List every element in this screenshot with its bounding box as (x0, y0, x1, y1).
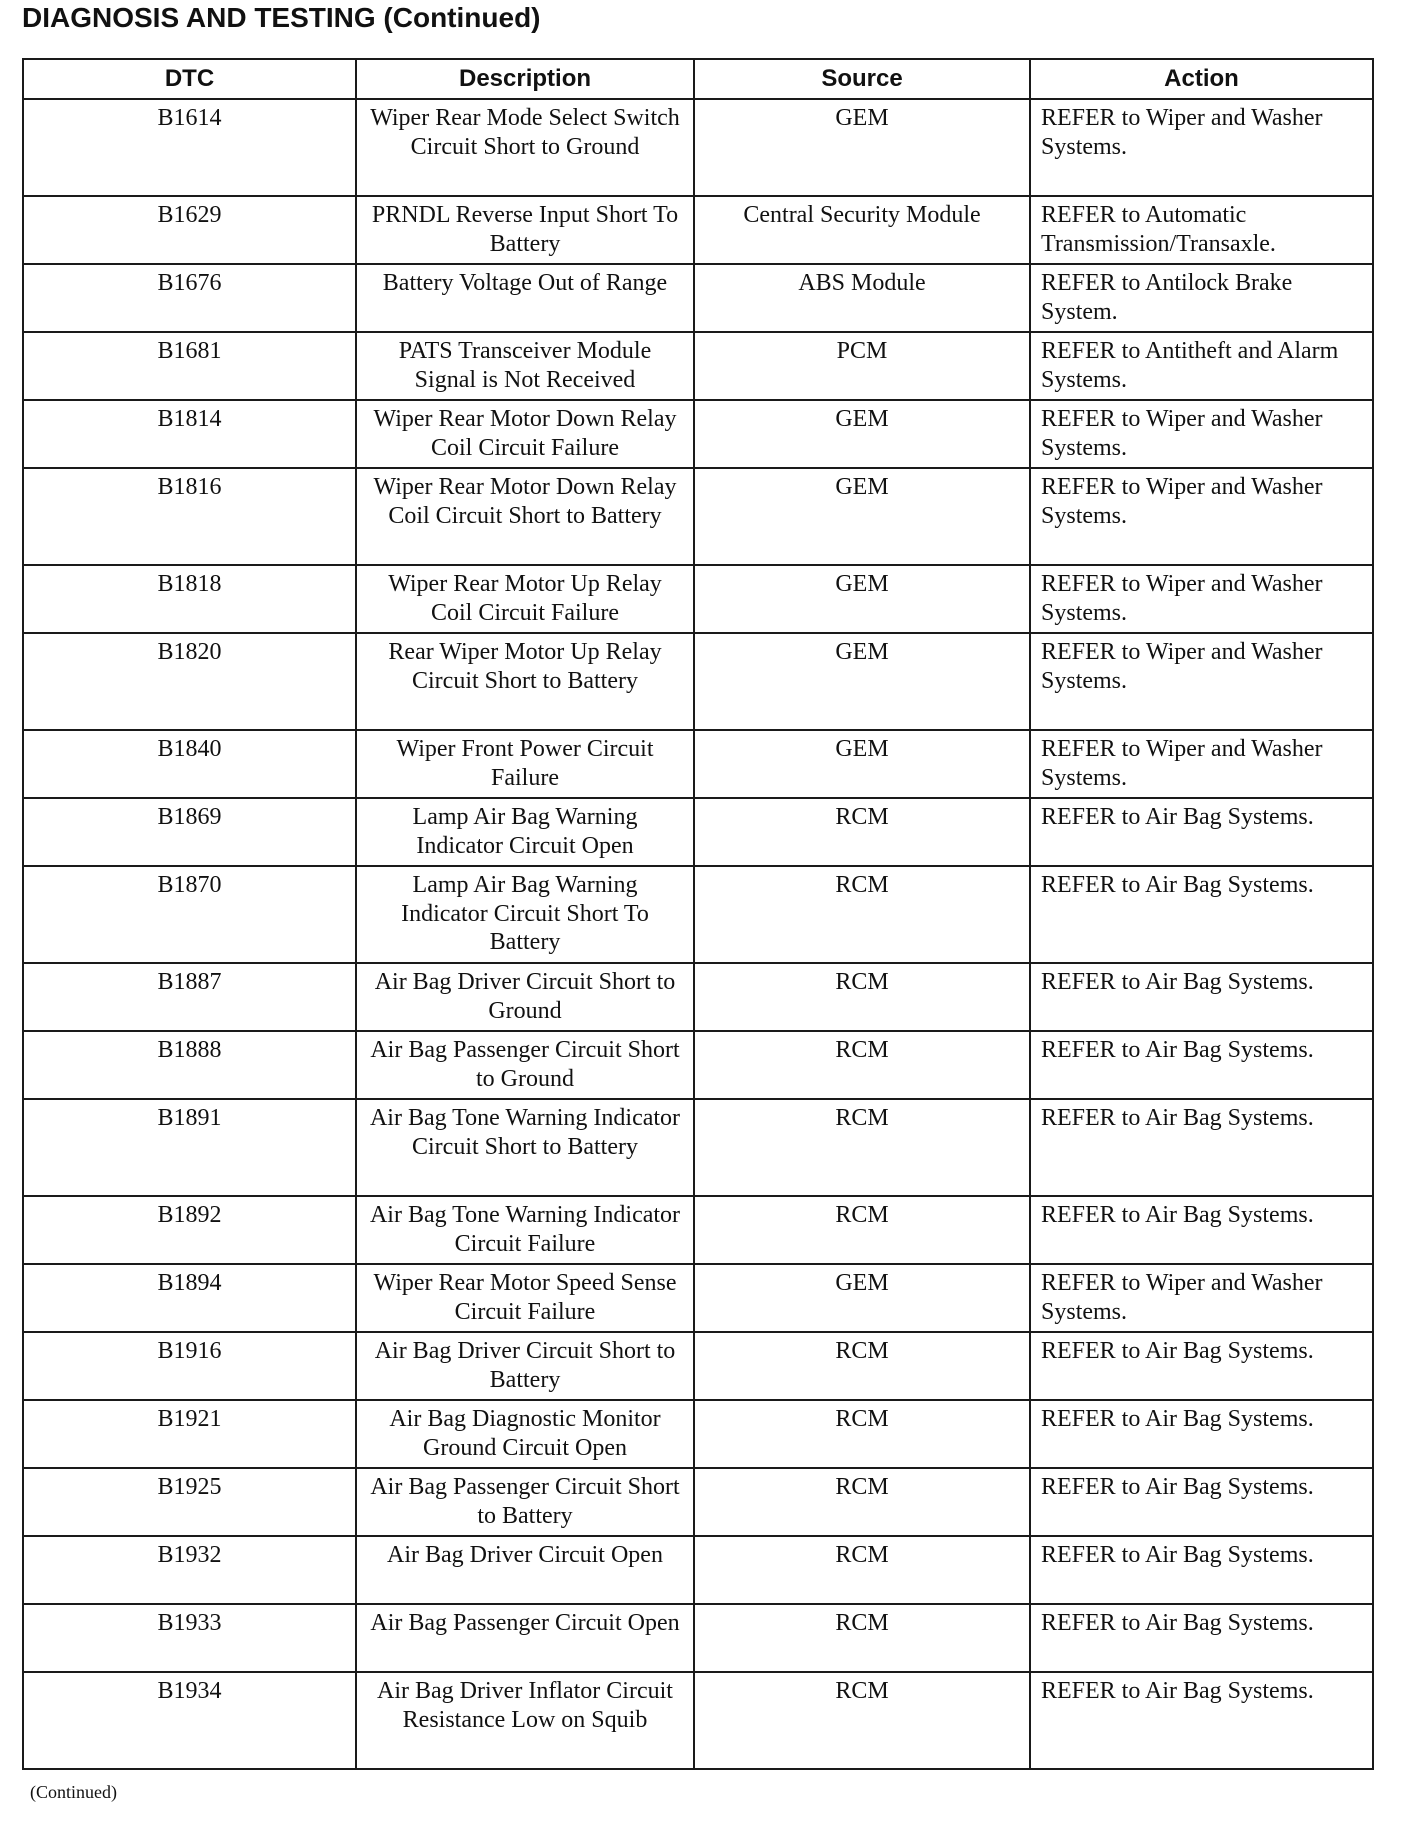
header-dtc: DTC (23, 59, 356, 99)
dtc-cell: B1925 (23, 1468, 356, 1536)
dtc-cell: B1933 (23, 1604, 356, 1672)
dtc-cell: B1814 (23, 400, 356, 468)
description-cell: Air Bag Passenger Circuit Short to Battery (356, 1468, 694, 1536)
description-cell: Air Bag Passenger Circuit Open (356, 1604, 694, 1672)
source-cell: GEM (694, 99, 1030, 196)
continued-footer: (Continued) (30, 1782, 117, 1802)
action-cell: REFER to Air Bag Systems. (1030, 1672, 1373, 1769)
table-row (23, 1196, 1373, 1264)
dtc-cell: B1629 (23, 196, 356, 264)
table-row (23, 1468, 1373, 1536)
table-row (23, 1099, 1373, 1196)
table-row (23, 1400, 1373, 1468)
table-row (23, 1031, 1373, 1099)
description-cell: Wiper Rear Motor Down Relay Coil Circuit Failure (356, 400, 694, 468)
dtc-cell: B1869 (23, 798, 356, 866)
table-row (23, 400, 1373, 468)
table-row (23, 1332, 1373, 1400)
source-cell: RCM (694, 1400, 1030, 1468)
action-cell: REFER to Air Bag Systems. (1030, 798, 1373, 866)
description-cell: Air Bag Driver Inflator Circuit Resistance Low on Squib (356, 1672, 694, 1769)
action-cell: REFER to Air Bag Systems. (1030, 1332, 1373, 1400)
action-cell: REFER to Wiper and Washer Systems. (1030, 468, 1373, 565)
description-cell: Air Bag Tone Warning Indicator Circuit Failure (356, 1196, 694, 1264)
dtc-cell: B1816 (23, 468, 356, 565)
dtc-cell: B1870 (23, 866, 356, 963)
table-row (23, 963, 1373, 1031)
dtc-cell: B1888 (23, 1031, 356, 1099)
dtc-cell: B1681 (23, 332, 356, 400)
table-row (23, 798, 1373, 866)
table-row (23, 332, 1373, 400)
table-row (23, 1536, 1373, 1604)
source-cell: RCM (694, 866, 1030, 963)
source-cell: GEM (694, 633, 1030, 730)
action-cell: REFER to Automatic Transmission/Transaxle. (1030, 196, 1373, 264)
action-cell: REFER to Air Bag Systems. (1030, 1400, 1373, 1468)
dtc-cell: B1894 (23, 1264, 356, 1332)
action-cell: REFER to Wiper and Washer Systems. (1030, 633, 1373, 730)
action-cell: REFER to Wiper and Washer Systems. (1030, 565, 1373, 633)
source-cell: RCM (694, 1672, 1030, 1769)
table-row (23, 730, 1373, 798)
table-row (23, 1672, 1373, 1769)
dtc-cell: B1818 (23, 565, 356, 633)
description-cell: Wiper Rear Motor Up Relay Coil Circuit Failure (356, 565, 694, 633)
action-cell: REFER to Air Bag Systems. (1030, 1468, 1373, 1536)
description-cell: Lamp Air Bag Warning Indicator Circuit Short To Battery (356, 866, 694, 963)
dtc-cell: B1916 (23, 1332, 356, 1400)
description-cell: Rear Wiper Motor Up Relay Circuit Short to Battery (356, 633, 694, 730)
description-cell: Wiper Rear Motor Down Relay Coil Circuit Short to Battery (356, 468, 694, 565)
action-cell: REFER to Wiper and Washer Systems. (1030, 1264, 1373, 1332)
table-row (23, 99, 1373, 196)
dtc-cell: B1921 (23, 1400, 356, 1468)
dtc-cell: B1892 (23, 1196, 356, 1264)
source-cell: GEM (694, 565, 1030, 633)
description-cell: Air Bag Driver Circuit Short to Battery (356, 1332, 694, 1400)
table-row (23, 196, 1373, 264)
table-row (23, 264, 1373, 332)
description-cell: Air Bag Passenger Circuit Short to Ground (356, 1031, 694, 1099)
action-cell: REFER to Air Bag Systems. (1030, 963, 1373, 1031)
source-cell: RCM (694, 1604, 1030, 1672)
header-action: Action (1030, 59, 1373, 99)
table-row (23, 565, 1373, 633)
table-body (23, 99, 1373, 1769)
description-cell: Air Bag Tone Warning Indicator Circuit Short to Battery (356, 1099, 694, 1196)
description-cell: Lamp Air Bag Warning Indicator Circuit Open (356, 798, 694, 866)
description-cell: Wiper Rear Motor Speed Sense Circuit Failure (356, 1264, 694, 1332)
dtc-cell: B1840 (23, 730, 356, 798)
table-row (23, 1604, 1373, 1672)
description-cell: Air Bag Driver Circuit Short to Ground (356, 963, 694, 1031)
source-cell: ABS Module (694, 264, 1030, 332)
header-source: Source (694, 59, 1030, 99)
action-cell: REFER to Air Bag Systems. (1030, 1196, 1373, 1264)
table-row (23, 866, 1373, 963)
source-cell: RCM (694, 1332, 1030, 1400)
source-cell: GEM (694, 730, 1030, 798)
source-cell: RCM (694, 1196, 1030, 1264)
action-cell: REFER to Wiper and Washer Systems. (1030, 400, 1373, 468)
source-cell: RCM (694, 963, 1030, 1031)
action-cell: REFER to Air Bag Systems. (1030, 1099, 1373, 1196)
source-cell: GEM (694, 1264, 1030, 1332)
source-cell: RCM (694, 1536, 1030, 1604)
source-cell: GEM (694, 468, 1030, 565)
action-cell: REFER to Air Bag Systems. (1030, 866, 1373, 963)
description-cell: Air Bag Driver Circuit Open (356, 1536, 694, 1604)
dtc-cell: B1820 (23, 633, 356, 730)
description-cell: Wiper Rear Mode Select Switch Circuit Short to Ground (356, 99, 694, 196)
description-cell: Battery Voltage Out of Range (356, 264, 694, 332)
description-cell: Wiper Front Power Circuit Failure (356, 730, 694, 798)
source-cell: PCM (694, 332, 1030, 400)
table-row (23, 468, 1373, 565)
source-cell: Central Security Module (694, 196, 1030, 264)
source-cell: RCM (694, 1031, 1030, 1099)
description-cell: Air Bag Diagnostic Monitor Ground Circuit Open (356, 1400, 694, 1468)
dtc-cell: B1614 (23, 99, 356, 196)
dtc-cell: B1887 (23, 963, 356, 1031)
source-cell: GEM (694, 400, 1030, 468)
dtc-cell: B1676 (23, 264, 356, 332)
action-cell: REFER to Air Bag Systems. (1030, 1031, 1373, 1099)
source-cell: RCM (694, 1099, 1030, 1196)
table-row (23, 633, 1373, 730)
dtc-cell: B1932 (23, 1536, 356, 1604)
action-cell: REFER to Antitheft and Alarm Systems. (1030, 332, 1373, 400)
action-cell: REFER to Wiper and Washer Systems. (1030, 730, 1373, 798)
page-title: DIAGNOSIS AND TESTING (Continued) (22, 2, 541, 33)
description-cell: PATS Transceiver Module Signal is Not Received (356, 332, 694, 400)
header-description: Description (356, 59, 694, 99)
action-cell: REFER to Air Bag Systems. (1030, 1536, 1373, 1604)
source-cell: RCM (694, 798, 1030, 866)
dtc-cell: B1891 (23, 1099, 356, 1196)
table-row (23, 1264, 1373, 1332)
source-cell: RCM (694, 1468, 1030, 1536)
action-cell: REFER to Antilock Brake System. (1030, 264, 1373, 332)
action-cell: REFER to Air Bag Systems. (1030, 1604, 1373, 1672)
table-header-row (23, 59, 1373, 99)
action-cell: REFER to Wiper and Washer Systems. (1030, 99, 1373, 196)
description-cell: PRNDL Reverse Input Short To Battery (356, 196, 694, 264)
dtc-cell: B1934 (23, 1672, 356, 1769)
dtc-table (22, 58, 1374, 1770)
